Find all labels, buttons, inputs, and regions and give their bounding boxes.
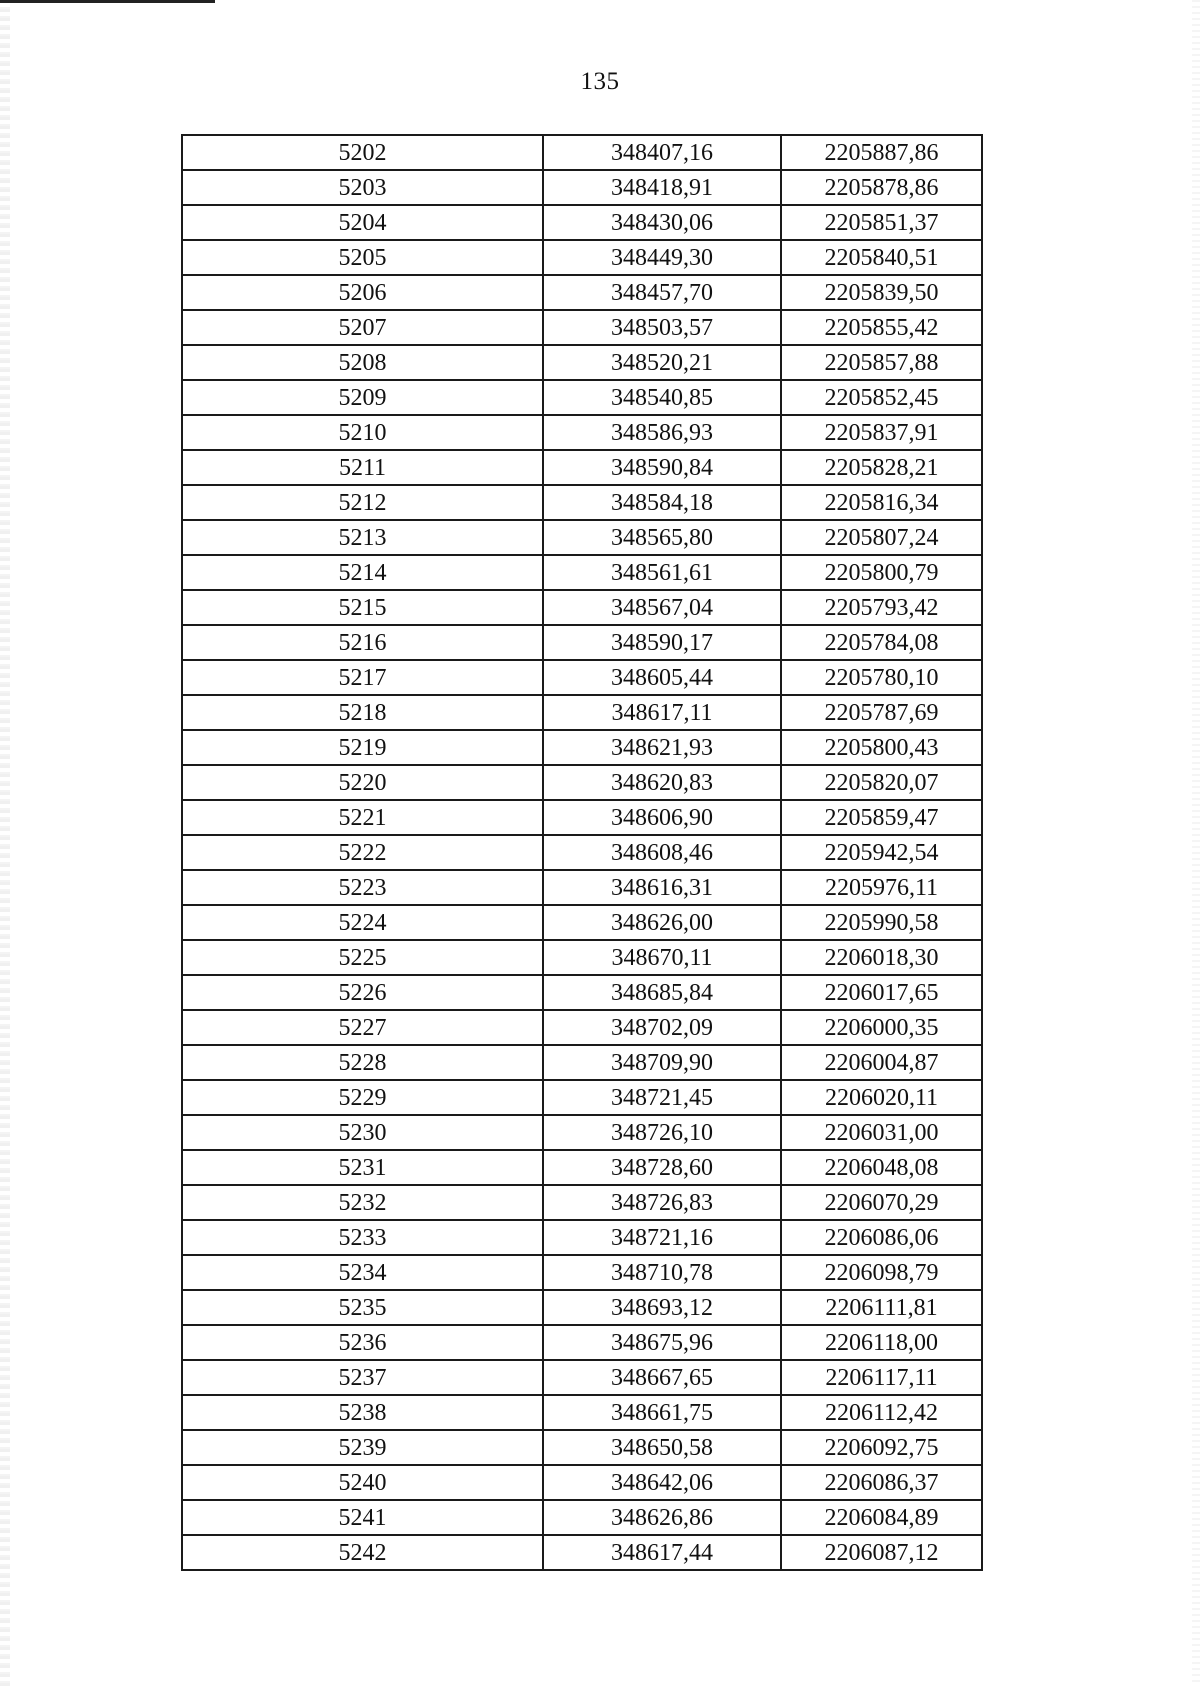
table-row <box>182 835 982 870</box>
point-number-cell: 5204 <box>182 205 543 240</box>
point-number-cell: 5206 <box>182 275 543 310</box>
y-coordinate-cell: 2206118,00 <box>781 1325 982 1360</box>
x-coordinate-cell: 348617,11 <box>543 695 781 730</box>
point-number-cell: 5214 <box>182 555 543 590</box>
table-row <box>182 1395 982 1430</box>
x-coordinate-cell: 348584,18 <box>543 485 781 520</box>
y-coordinate-cell: 2205976,11 <box>781 870 982 905</box>
point-number-cell: 5215 <box>182 590 543 625</box>
y-coordinate-cell: 2205857,88 <box>781 345 982 380</box>
x-coordinate-cell: 348540,85 <box>543 380 781 415</box>
y-coordinate-cell: 2206017,65 <box>781 975 982 1010</box>
y-coordinate-cell: 2206031,00 <box>781 1115 982 1150</box>
table-row <box>182 765 982 800</box>
table-row <box>182 1150 982 1185</box>
table-row <box>182 450 982 485</box>
y-coordinate-cell: 2205942,54 <box>781 835 982 870</box>
point-number-cell: 5242 <box>182 1535 543 1570</box>
point-number-cell: 5219 <box>182 730 543 765</box>
point-number-cell: 5203 <box>182 170 543 205</box>
y-coordinate-cell: 2206087,12 <box>781 1535 982 1570</box>
x-coordinate-cell: 348726,83 <box>543 1185 781 1220</box>
point-number-cell: 5239 <box>182 1430 543 1465</box>
x-coordinate-cell: 348620,83 <box>543 765 781 800</box>
y-coordinate-cell: 2206020,11 <box>781 1080 982 1115</box>
x-coordinate-cell: 348710,78 <box>543 1255 781 1290</box>
y-coordinate-cell: 2206048,08 <box>781 1150 982 1185</box>
x-coordinate-cell: 348457,70 <box>543 275 781 310</box>
table-row <box>182 415 982 450</box>
y-coordinate-cell: 2206098,79 <box>781 1255 982 1290</box>
coordinates-table-body <box>182 135 982 1570</box>
table-row <box>182 660 982 695</box>
table-row <box>182 1045 982 1080</box>
table-row <box>182 310 982 345</box>
point-number-cell: 5220 <box>182 765 543 800</box>
x-coordinate-cell: 348449,30 <box>543 240 781 275</box>
y-coordinate-cell: 2205780,10 <box>781 660 982 695</box>
table-row <box>182 1255 982 1290</box>
y-coordinate-cell: 2205816,34 <box>781 485 982 520</box>
point-number-cell: 5223 <box>182 870 543 905</box>
table-row <box>182 695 982 730</box>
y-coordinate-cell: 2206018,30 <box>781 940 982 975</box>
x-coordinate-cell: 348567,04 <box>543 590 781 625</box>
table-row <box>182 555 982 590</box>
x-coordinate-cell: 348561,61 <box>543 555 781 590</box>
x-coordinate-cell: 348675,96 <box>543 1325 781 1360</box>
x-coordinate-cell: 348670,11 <box>543 940 781 975</box>
x-coordinate-cell: 348661,75 <box>543 1395 781 1430</box>
y-coordinate-cell: 2206117,11 <box>781 1360 982 1395</box>
y-coordinate-cell: 2205807,24 <box>781 520 982 555</box>
x-coordinate-cell: 348616,31 <box>543 870 781 905</box>
table-row <box>182 1185 982 1220</box>
point-number-cell: 5238 <box>182 1395 543 1430</box>
x-coordinate-cell: 348617,44 <box>543 1535 781 1570</box>
x-coordinate-cell: 348726,10 <box>543 1115 781 1150</box>
point-number-cell: 5216 <box>182 625 543 660</box>
point-number-cell: 5226 <box>182 975 543 1010</box>
point-number-cell: 5225 <box>182 940 543 975</box>
table-row <box>182 1080 982 1115</box>
point-number-cell: 5228 <box>182 1045 543 1080</box>
table-row <box>182 940 982 975</box>
y-coordinate-cell: 2205837,91 <box>781 415 982 450</box>
x-coordinate-cell: 348608,46 <box>543 835 781 870</box>
point-number-cell: 5212 <box>182 485 543 520</box>
x-coordinate-cell: 348702,09 <box>543 1010 781 1045</box>
point-number-cell: 5207 <box>182 310 543 345</box>
table-row <box>182 345 982 380</box>
table-row <box>182 905 982 940</box>
y-coordinate-cell: 2206000,35 <box>781 1010 982 1045</box>
point-number-cell: 5209 <box>182 380 543 415</box>
y-coordinate-cell: 2205840,51 <box>781 240 982 275</box>
table-row <box>182 1535 982 1570</box>
point-number-cell: 5236 <box>182 1325 543 1360</box>
point-number-cell: 5241 <box>182 1500 543 1535</box>
x-coordinate-cell: 348621,93 <box>543 730 781 765</box>
point-number-cell: 5208 <box>182 345 543 380</box>
table-row <box>182 1430 982 1465</box>
point-number-cell: 5211 <box>182 450 543 485</box>
point-number-cell: 5217 <box>182 660 543 695</box>
table-row <box>182 1360 982 1395</box>
point-number-cell: 5224 <box>182 905 543 940</box>
x-coordinate-cell: 348728,60 <box>543 1150 781 1185</box>
x-coordinate-cell: 348430,06 <box>543 205 781 240</box>
table-row <box>182 1500 982 1535</box>
coordinates-table <box>181 134 983 1571</box>
table-row <box>182 1115 982 1150</box>
y-coordinate-cell: 2205859,47 <box>781 800 982 835</box>
table-row <box>182 205 982 240</box>
y-coordinate-cell: 2205793,42 <box>781 590 982 625</box>
y-coordinate-cell: 2206112,42 <box>781 1395 982 1430</box>
point-number-cell: 5213 <box>182 520 543 555</box>
scan-edge-left <box>0 0 10 1686</box>
x-coordinate-cell: 348605,44 <box>543 660 781 695</box>
x-coordinate-cell: 348590,84 <box>543 450 781 485</box>
point-number-cell: 5235 <box>182 1290 543 1325</box>
x-coordinate-cell: 348721,16 <box>543 1220 781 1255</box>
y-coordinate-cell: 2205839,50 <box>781 275 982 310</box>
x-coordinate-cell: 348667,65 <box>543 1360 781 1395</box>
table-row <box>182 240 982 275</box>
table-row <box>182 1220 982 1255</box>
point-number-cell: 5237 <box>182 1360 543 1395</box>
y-coordinate-cell: 2205990,58 <box>781 905 982 940</box>
point-number-cell: 5240 <box>182 1465 543 1500</box>
point-number-cell: 5210 <box>182 415 543 450</box>
point-number-cell: 5230 <box>182 1115 543 1150</box>
table-row <box>182 1465 982 1500</box>
x-coordinate-cell: 348626,00 <box>543 905 781 940</box>
y-coordinate-cell: 2205855,42 <box>781 310 982 345</box>
point-number-cell: 5221 <box>182 800 543 835</box>
point-number-cell: 5229 <box>182 1080 543 1115</box>
point-number-cell: 5232 <box>182 1185 543 1220</box>
table-row <box>182 975 982 1010</box>
table-row <box>182 1290 982 1325</box>
table-row <box>182 485 982 520</box>
y-coordinate-cell: 2205828,21 <box>781 450 982 485</box>
top-rule-line <box>0 0 215 3</box>
x-coordinate-cell: 348693,12 <box>543 1290 781 1325</box>
table-row <box>182 730 982 765</box>
table-row <box>182 1010 982 1045</box>
y-coordinate-cell: 2205852,45 <box>781 380 982 415</box>
x-coordinate-cell: 348407,16 <box>543 135 781 170</box>
x-coordinate-cell: 348626,86 <box>543 1500 781 1535</box>
y-coordinate-cell: 2206086,37 <box>781 1465 982 1500</box>
x-coordinate-cell: 348721,45 <box>543 1080 781 1115</box>
x-coordinate-cell: 348520,21 <box>543 345 781 380</box>
y-coordinate-cell: 2205787,69 <box>781 695 982 730</box>
y-coordinate-cell: 2206111,81 <box>781 1290 982 1325</box>
point-number-cell: 5231 <box>182 1150 543 1185</box>
y-coordinate-cell: 2205887,86 <box>781 135 982 170</box>
point-number-cell: 5234 <box>182 1255 543 1290</box>
y-coordinate-cell: 2205784,08 <box>781 625 982 660</box>
y-coordinate-cell: 2206004,87 <box>781 1045 982 1080</box>
point-number-cell: 5205 <box>182 240 543 275</box>
page-number: 135 <box>580 68 620 95</box>
table-row <box>182 625 982 660</box>
y-coordinate-cell: 2205800,43 <box>781 730 982 765</box>
point-number-cell: 5233 <box>182 1220 543 1255</box>
y-coordinate-cell: 2205800,79 <box>781 555 982 590</box>
table-row <box>182 870 982 905</box>
y-coordinate-cell: 2205851,37 <box>781 205 982 240</box>
x-coordinate-cell: 348642,06 <box>543 1465 781 1500</box>
table-row <box>182 800 982 835</box>
y-coordinate-cell: 2206092,75 <box>781 1430 982 1465</box>
table-row <box>182 275 982 310</box>
y-coordinate-cell: 2206084,89 <box>781 1500 982 1535</box>
x-coordinate-cell: 348590,17 <box>543 625 781 660</box>
x-coordinate-cell: 348606,90 <box>543 800 781 835</box>
point-number-cell: 5218 <box>182 695 543 730</box>
table-row <box>182 590 982 625</box>
table-row <box>182 520 982 555</box>
y-coordinate-cell: 2206070,29 <box>781 1185 982 1220</box>
x-coordinate-cell: 348709,90 <box>543 1045 781 1080</box>
x-coordinate-cell: 348565,80 <box>543 520 781 555</box>
point-number-cell: 5202 <box>182 135 543 170</box>
x-coordinate-cell: 348503,57 <box>543 310 781 345</box>
table-row <box>182 135 982 170</box>
point-number-cell: 5227 <box>182 1010 543 1045</box>
y-coordinate-cell: 2206086,06 <box>781 1220 982 1255</box>
y-coordinate-cell: 2205820,07 <box>781 765 982 800</box>
table-row <box>182 380 982 415</box>
table-row <box>182 170 982 205</box>
x-coordinate-cell: 348650,58 <box>543 1430 781 1465</box>
x-coordinate-cell: 348418,91 <box>543 170 781 205</box>
point-number-cell: 5222 <box>182 835 543 870</box>
x-coordinate-cell: 348685,84 <box>543 975 781 1010</box>
scan-edge-right <box>1192 0 1200 1686</box>
x-coordinate-cell: 348586,93 <box>543 415 781 450</box>
table-row <box>182 1325 982 1360</box>
y-coordinate-cell: 2205878,86 <box>781 170 982 205</box>
